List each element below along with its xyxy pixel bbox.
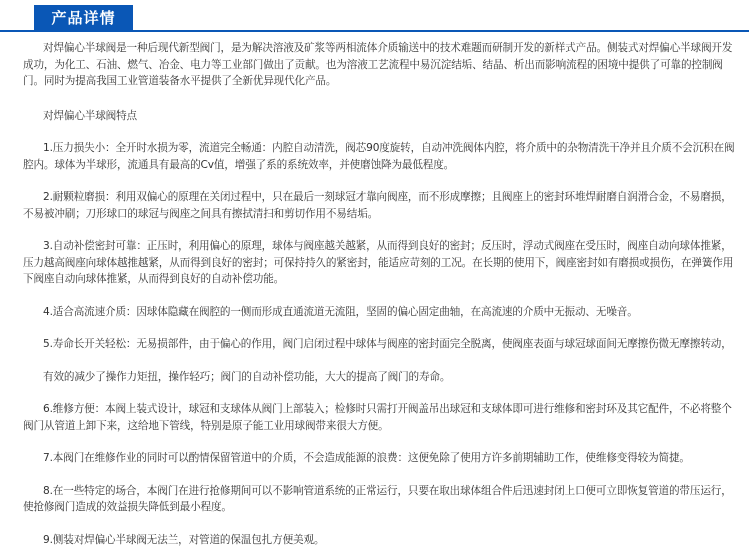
feature-item: 1.压力损失小：全开时水损为零，流道完全畅通：内腔自动清洗，阀芯90度旋转，自动冲洗阀体内腔，将介质中的杂物清洗干净并且介质不会沉积在阀腔内。球体为半球形，流通具有最高的Cv值，增强了系的系统效率，并使磨蚀降为最低程度。 [23, 140, 735, 173]
feature-item-continuation: 有效的减少了操作力矩扭，操作轻巧；阀门的自动补偿功能，大大的提高了阀门的寿命。 [23, 369, 735, 386]
product-description [23, 40, 735, 548]
feature-item: 6.维修方便：本阀上装式设计，球冠和支球体从阀门上部装入；检修时只需打开阀盖吊出球冠和支球体即可进行维修和密封环及其它配件，不必将整个阀门从管道上卸下来，这给地下管线，特别是原子能工业用球阀带来很大方便。 [23, 401, 735, 434]
intro-paragraph: 对焊偏心半球阀是一种后现代新型阀门，是为解决溶液及矿浆等两相流体介质输送中的技术难题而研制开发的新样式产品。侧装式对焊偏心半球阀开发成功，为化工、石油、燃气、冶金、电力等工业部门做出了贡献。也为溶液工艺流程中易沉淀结垢、结晶、析出而影响流程的困境中提供了可靠的控制阀门。同时为提高我国工业管道装备水平提供了全新优异现代化产品。 [23, 40, 735, 90]
feature-item: 8.在一些特定的场合，本阀门在进行抢修期间可以不影响管道系统的正常运行，只要在取出球体组合件后迅速封闭上口便可立即恢复管道的带压运行，使抢修阀门造成的效益损失降低到最小程度。 [23, 483, 735, 516]
tab-bar [0, 0, 749, 32]
features-heading: 对焊偏心半球阀特点 [23, 108, 735, 125]
tab-product-details[interactable]: 产品详情 [34, 5, 133, 32]
feature-item: 7.本阀门在维修作业的同时可以酌情保留管道中的介质，不会造成能源的浪费：这便免除了使用方许多前期辅助工作，使维修变得较为简捷。 [23, 450, 735, 467]
feature-item: 2.耐颗粒磨损：利用双偏心的原理在关闭过程中，只在最后一刻球冠才靠向阀座，而不形成摩擦；且阀座上的密封环堆焊耐磨自润滑合金，不易磨损，不易被冲刷；刀形球口的球冠与阀座之间具有擦拭清扫和剪切作用不易结垢。 [23, 189, 735, 222]
feature-item: 4.适合高流速介质：因球体隐藏在阀腔的一侧而形成直通流道无流阻，坚固的偏心固定曲轴，在高流速的介质中无振动、无噪音。 [23, 304, 735, 321]
feature-item: 3.自动补偿密封可靠：正压时，利用偏心的原理，球体与阀座越关越紧，从而得到良好的密封；反压时，浮动式阀座在受压时，阀座自动向球体推紧，压力越高阀座向球体越推越紧，从而得到良好的密封；可保持持久的紧密封，能适应苛刻的工况。在长期的使用下，阀座密封如有磨损或损伤，在弹簧作用下阀座自动向球体推紧，从而得到良好的自动补偿功能。 [23, 238, 735, 288]
feature-item: 5.寿命长开关轻松：无易损部件，由于偏心的作用，阀门启闭过程中球体与阀座的密封面完全脱离，使阀座表面与球冠球面间无摩擦伤微无摩擦转动， [23, 336, 735, 353]
feature-item: 9.侧装对焊偏心半球阀无法兰，对管道的保温包扎方便美观。 [23, 532, 735, 548]
